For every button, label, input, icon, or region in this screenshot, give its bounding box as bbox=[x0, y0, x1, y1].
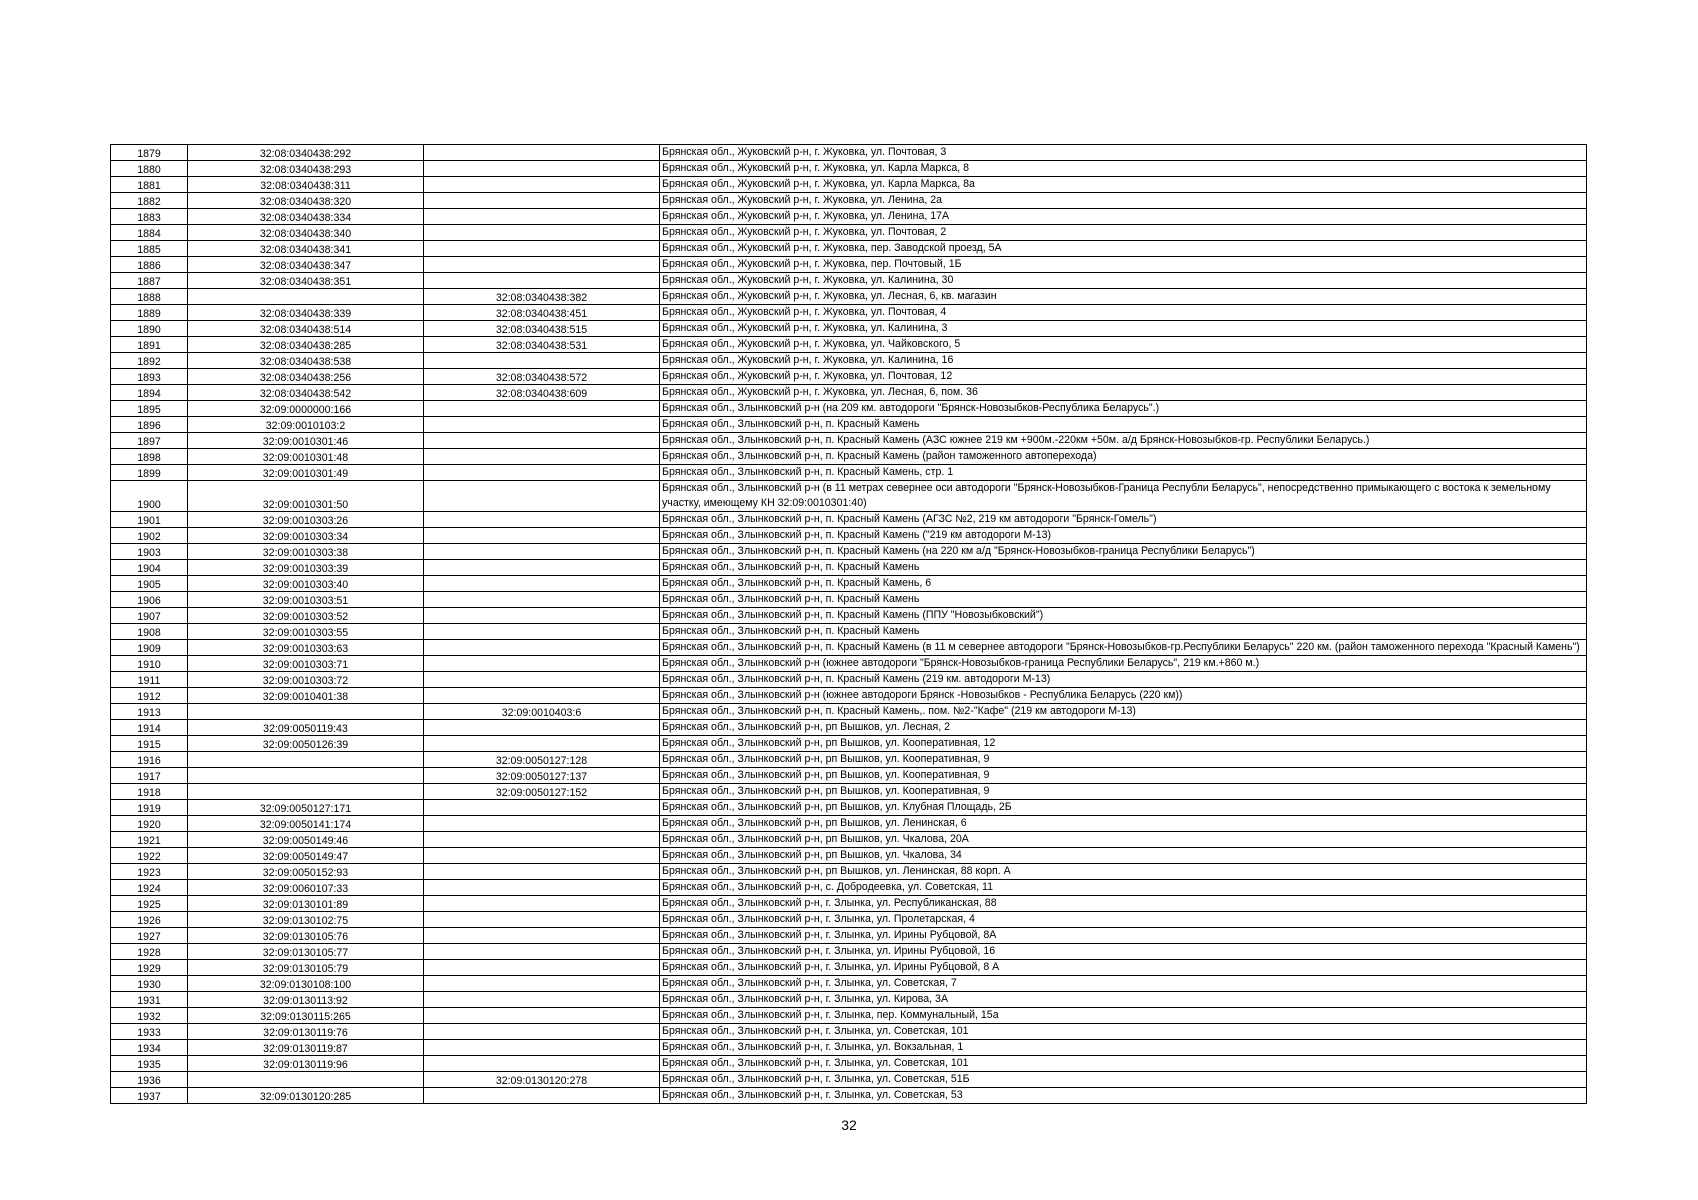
table-row bbox=[111, 928, 1587, 944]
table-body bbox=[111, 145, 1587, 1104]
land-cadastral-number-cell: 32:08:0340438:542 bbox=[188, 385, 424, 401]
address-cell: Брянская обл., Злынковский р-н, п. Красный Камень bbox=[660, 624, 1587, 640]
address-cell: Брянская обл., Злынковский р-н, п. Красный Камень bbox=[660, 592, 1587, 608]
address-cell: Брянская обл., Злынковский р-н, рп Вышков, ул. Ленинская, 6 bbox=[660, 816, 1587, 832]
table-row bbox=[111, 209, 1587, 225]
address-cell: Брянская обл., Злынковский р-н, рп Вышков, ул. Кооперативная, 9 bbox=[660, 784, 1587, 800]
building-cadastral-number-cell bbox=[424, 417, 660, 433]
building-cadastral-number-cell bbox=[424, 944, 660, 960]
table-row bbox=[111, 976, 1587, 992]
address-cell: Брянская обл., Жуковский р-н, г. Жуковка, ул. Лесная, 6, пом. 36 bbox=[660, 385, 1587, 401]
row-number-cell: 1907 bbox=[111, 608, 188, 624]
address-cell: Брянская обл., Злынковский р-н, п. Красный Камень bbox=[660, 560, 1587, 576]
building-cadastral-number-cell bbox=[424, 1056, 660, 1072]
table-row bbox=[111, 449, 1587, 465]
address-cell: Брянская обл., Злынковский р-н, п. Красный Камень (219 км. автодороги М-13) bbox=[660, 672, 1587, 688]
building-cadastral-number-cell: 32:09:0050127:152 bbox=[424, 784, 660, 800]
table-row bbox=[111, 720, 1587, 736]
building-cadastral-number-cell bbox=[424, 640, 660, 656]
table-row bbox=[111, 193, 1587, 209]
row-number-cell: 1919 bbox=[111, 800, 188, 816]
building-cadastral-number-cell bbox=[424, 976, 660, 992]
table-row bbox=[111, 672, 1587, 688]
table-row bbox=[111, 784, 1587, 800]
table-row bbox=[111, 369, 1587, 385]
row-number-cell: 1884 bbox=[111, 225, 188, 241]
address-cell: Брянская обл., Злынковский р-н, п. Красный Камень (в 11 м севернее автодороги "Брянск-Новозыбков-гр.Республики Беларусь" 220 км. (район таможенного перехода "Красный Камень") bbox=[660, 640, 1587, 656]
row-number-cell: 1882 bbox=[111, 193, 188, 209]
row-number-cell: 1890 bbox=[111, 321, 188, 337]
row-number-cell: 1901 bbox=[111, 512, 188, 528]
table-row bbox=[111, 1056, 1587, 1072]
building-cadastral-number-cell bbox=[424, 528, 660, 544]
table-row bbox=[111, 145, 1587, 161]
building-cadastral-number-cell bbox=[424, 896, 660, 912]
address-cell: Брянская обл., Злынковский р-н, п. Красный Камень, стр. 1 bbox=[660, 465, 1587, 481]
land-cadastral-number-cell: 32:09:0010303:63 bbox=[188, 640, 424, 656]
table-row bbox=[111, 321, 1587, 337]
row-number-cell: 1897 bbox=[111, 433, 188, 449]
land-cadastral-number-cell: 32:09:0050141:174 bbox=[188, 816, 424, 832]
land-cadastral-number-cell: 32:08:0340438:292 bbox=[188, 145, 424, 161]
building-cadastral-number-cell bbox=[424, 1024, 660, 1040]
row-number-cell: 1893 bbox=[111, 369, 188, 385]
address-cell: Брянская обл., Злынковский р-н, г. Злынка, пер. Коммунальный, 15а bbox=[660, 1008, 1587, 1024]
table-row bbox=[111, 1008, 1587, 1024]
address-cell: Брянская обл., Злынковский р-н, рп Вышков, ул. Кооперативная, 12 bbox=[660, 736, 1587, 752]
land-cadastral-number-cell: 32:09:0130119:87 bbox=[188, 1040, 424, 1056]
table-row bbox=[111, 273, 1587, 289]
building-cadastral-number-cell bbox=[424, 960, 660, 976]
table-row bbox=[111, 864, 1587, 880]
building-cadastral-number-cell: 32:09:0050127:137 bbox=[424, 768, 660, 784]
land-cadastral-number-cell: 32:09:0010301:48 bbox=[188, 449, 424, 465]
address-cell: Брянская обл., Злынковский р-н, п. Красный Камень (ППУ "Новозыбковский") bbox=[660, 608, 1587, 624]
building-cadastral-number-cell bbox=[424, 161, 660, 177]
land-cadastral-number-cell: 32:09:0050149:46 bbox=[188, 832, 424, 848]
address-cell: Брянская обл., Злынковский р-н, г. Злынка, ул. Кирова, 3А bbox=[660, 992, 1587, 1008]
table-row bbox=[111, 800, 1587, 816]
land-cadastral-number-cell: 32:09:0130120:285 bbox=[188, 1088, 424, 1104]
address-cell: Брянская обл., Злынковский р-н, г. Злынка, ул. Вокзальная, 1 bbox=[660, 1040, 1587, 1056]
row-number-cell: 1894 bbox=[111, 385, 188, 401]
address-cell: Брянская обл., Злынковский р-н, п. Красный Камень (на 220 км а/д "Брянск-Новозыбков-граница Республики Беларусь") bbox=[660, 544, 1587, 560]
land-cadastral-number-cell bbox=[188, 1072, 424, 1088]
building-cadastral-number-cell bbox=[424, 1040, 660, 1056]
land-cadastral-number-cell bbox=[188, 768, 424, 784]
land-cadastral-number-cell: 32:09:0130119:76 bbox=[188, 1024, 424, 1040]
row-number-cell: 1903 bbox=[111, 544, 188, 560]
address-cell: Брянская обл., Жуковский р-н, г. Жуковка, ул. Чайковского, 5 bbox=[660, 337, 1587, 353]
land-cadastral-number-cell bbox=[188, 784, 424, 800]
building-cadastral-number-cell bbox=[424, 672, 660, 688]
building-cadastral-number-cell bbox=[424, 864, 660, 880]
row-number-cell: 1926 bbox=[111, 912, 188, 928]
building-cadastral-number-cell bbox=[424, 433, 660, 449]
building-cadastral-number-cell bbox=[424, 145, 660, 161]
building-cadastral-number-cell bbox=[424, 544, 660, 560]
building-cadastral-number-cell bbox=[424, 624, 660, 640]
address-cell: Брянская обл., Злынковский р-н, г. Злынка, ул. Республиканская, 88 bbox=[660, 896, 1587, 912]
building-cadastral-number-cell bbox=[424, 481, 660, 512]
row-number-cell: 1932 bbox=[111, 1008, 188, 1024]
address-cell: Брянская обл., Жуковский р-н, г. Жуковка, пер. Почтовый, 1Б bbox=[660, 257, 1587, 273]
table-row bbox=[111, 1072, 1587, 1088]
land-cadastral-number-cell: 32:09:0130113:92 bbox=[188, 992, 424, 1008]
land-cadastral-number-cell: 32:08:0340438:351 bbox=[188, 273, 424, 289]
row-number-cell: 1916 bbox=[111, 752, 188, 768]
address-cell: Брянская обл., Жуковский р-н, г. Жуковка, ул. Почтовая, 2 bbox=[660, 225, 1587, 241]
building-cadastral-number-cell bbox=[424, 560, 660, 576]
table-row bbox=[111, 337, 1587, 353]
land-cadastral-number-cell: 32:09:0050119:43 bbox=[188, 720, 424, 736]
table-row bbox=[111, 624, 1587, 640]
address-cell: Брянская обл., Злынковский р-н (в 11 метрах севернее оси автодороги "Брянск-Новозыбков-Граница Республи Беларусь", непосредственно примыкающего с востока к земельному участку, имеющему КН 32:09:0010301:40) bbox=[660, 481, 1587, 512]
table-row bbox=[111, 736, 1587, 752]
building-cadastral-number-cell bbox=[424, 1008, 660, 1024]
address-cell: Брянская обл., Жуковский р-н, г. Жуковка, ул. Почтовая, 3 bbox=[660, 145, 1587, 161]
land-cadastral-number-cell: 32:09:0010303:39 bbox=[188, 560, 424, 576]
table-row bbox=[111, 417, 1587, 433]
land-cadastral-number-cell: 32:09:0010303:72 bbox=[188, 672, 424, 688]
address-cell: Брянская обл., Злынковский р-н, с. Добродеевка, ул. Советская, 11 bbox=[660, 880, 1587, 896]
row-number-cell: 1889 bbox=[111, 305, 188, 321]
land-cadastral-number-cell: 32:09:0010401:38 bbox=[188, 688, 424, 704]
row-number-cell: 1921 bbox=[111, 832, 188, 848]
building-cadastral-number-cell bbox=[424, 880, 660, 896]
building-cadastral-number-cell: 32:08:0340438:515 bbox=[424, 321, 660, 337]
address-cell: Брянская обл., Жуковский р-н, г. Жуковка, ул. Ленина, 2а bbox=[660, 193, 1587, 209]
page-number: 32 bbox=[841, 1117, 857, 1133]
address-cell: Брянская обл., Жуковский р-н, г. Жуковка, ул. Почтовая, 12 bbox=[660, 369, 1587, 385]
land-cadastral-number-cell: 32:09:0010303:55 bbox=[188, 624, 424, 640]
table-row bbox=[111, 241, 1587, 257]
land-cadastral-number-cell: 32:09:0050127:171 bbox=[188, 800, 424, 816]
building-cadastral-number-cell bbox=[424, 465, 660, 481]
address-cell: Брянская обл., Злынковский р-н, п. Красный Камень (АГЗС №2, 219 км автодороги "Брянск-Гомель") bbox=[660, 512, 1587, 528]
row-number-cell: 1887 bbox=[111, 273, 188, 289]
building-cadastral-number-cell bbox=[424, 992, 660, 1008]
land-cadastral-number-cell: 32:09:0130105:76 bbox=[188, 928, 424, 944]
land-cadastral-number-cell bbox=[188, 289, 424, 305]
table-row bbox=[111, 289, 1587, 305]
row-number-cell: 1933 bbox=[111, 1024, 188, 1040]
address-cell: Брянская обл., Злынковский р-н (южнее автодороги Брянск -Новозыбков - Республика Беларусь (220 км)) bbox=[660, 688, 1587, 704]
row-number-cell: 1911 bbox=[111, 672, 188, 688]
table-row bbox=[111, 848, 1587, 864]
land-cadastral-number-cell: 32:09:0010301:50 bbox=[188, 481, 424, 512]
table-row bbox=[111, 688, 1587, 704]
table-row bbox=[111, 161, 1587, 177]
table-row bbox=[111, 880, 1587, 896]
address-cell: Брянская обл., Злынковский р-н, п. Красный Камень (АЗС южнее 219 км +900м.-220км +50м. а/д Брянск-Новозыбков-гр. Республики Беларусь.) bbox=[660, 433, 1587, 449]
building-cadastral-number-cell: 32:09:0130120:278 bbox=[424, 1072, 660, 1088]
table-row bbox=[111, 704, 1587, 720]
building-cadastral-number-cell bbox=[424, 449, 660, 465]
building-cadastral-number-cell bbox=[424, 353, 660, 369]
land-cadastral-number-cell: 32:09:0060107:33 bbox=[188, 880, 424, 896]
row-number-cell: 1899 bbox=[111, 465, 188, 481]
land-cadastral-number-cell: 32:09:0130119:96 bbox=[188, 1056, 424, 1072]
table-row bbox=[111, 305, 1587, 321]
table-row bbox=[111, 592, 1587, 608]
address-cell: Брянская обл., Жуковский р-н, г. Жуковка, ул. Карла Маркса, 8 bbox=[660, 161, 1587, 177]
address-cell: Брянская обл., Злынковский р-н, г. Злынка, ул. Пролетарская, 4 bbox=[660, 912, 1587, 928]
building-cadastral-number-cell: 32:08:0340438:609 bbox=[424, 385, 660, 401]
table-row bbox=[111, 752, 1587, 768]
land-cadastral-number-cell: 32:08:0340438:340 bbox=[188, 225, 424, 241]
land-cadastral-number-cell: 32:09:0010301:49 bbox=[188, 465, 424, 481]
table-row bbox=[111, 832, 1587, 848]
building-cadastral-number-cell bbox=[424, 928, 660, 944]
table-row bbox=[111, 257, 1587, 273]
address-cell: Брянская обл., Жуковский р-н, г. Жуковка, ул. Калинина, 16 bbox=[660, 353, 1587, 369]
land-cadastral-number-cell: 32:09:0130108:100 bbox=[188, 976, 424, 992]
address-cell: Брянская обл., Злынковский р-н, г. Злынка, ул. Советская, 101 bbox=[660, 1024, 1587, 1040]
address-cell: Брянская обл., Жуковский р-н, г. Жуковка, ул. Калинина, 30 bbox=[660, 273, 1587, 289]
address-cell: Брянская обл., Злынковский р-н, рп Вышков, ул. Кооперативная, 9 bbox=[660, 768, 1587, 784]
row-number-cell: 1918 bbox=[111, 784, 188, 800]
land-cadastral-number-cell: 32:09:0130105:79 bbox=[188, 960, 424, 976]
row-number-cell: 1880 bbox=[111, 161, 188, 177]
row-number-cell: 1898 bbox=[111, 449, 188, 465]
address-cell: Брянская обл., Злынковский р-н, г. Злынка, ул. Ирины Рубцовой, 8А bbox=[660, 928, 1587, 944]
land-cadastral-number-cell: 32:09:0130102:75 bbox=[188, 912, 424, 928]
land-cadastral-number-cell: 32:09:0050149:47 bbox=[188, 848, 424, 864]
table-row bbox=[111, 1088, 1587, 1104]
row-number-cell: 1896 bbox=[111, 417, 188, 433]
building-cadastral-number-cell bbox=[424, 177, 660, 193]
row-number-cell: 1900 bbox=[111, 481, 188, 512]
building-cadastral-number-cell bbox=[424, 816, 660, 832]
table-row bbox=[111, 225, 1587, 241]
land-cadastral-number-cell: 32:09:0010103:2 bbox=[188, 417, 424, 433]
address-cell: Брянская обл., Злынковский р-н, рп Вышков, ул. Лесная, 2 bbox=[660, 720, 1587, 736]
row-number-cell: 1886 bbox=[111, 257, 188, 273]
address-cell: Брянская обл., Злынковский р-н, г. Злынка, ул. Советская, 7 bbox=[660, 976, 1587, 992]
building-cadastral-number-cell bbox=[424, 576, 660, 592]
address-cell: Брянская обл., Злынковский р-н, п. Красный Камень (район таможенного автоперехода) bbox=[660, 449, 1587, 465]
building-cadastral-number-cell bbox=[424, 736, 660, 752]
row-number-cell: 1895 bbox=[111, 401, 188, 417]
land-cadastral-number-cell: 32:09:0000000:166 bbox=[188, 401, 424, 417]
land-cadastral-number-cell: 32:09:0010303:34 bbox=[188, 528, 424, 544]
table-row bbox=[111, 177, 1587, 193]
row-number-cell: 1906 bbox=[111, 592, 188, 608]
row-number-cell: 1923 bbox=[111, 864, 188, 880]
row-number-cell: 1928 bbox=[111, 944, 188, 960]
building-cadastral-number-cell bbox=[424, 209, 660, 225]
table-row bbox=[111, 512, 1587, 528]
land-cadastral-number-cell: 32:09:0010301:46 bbox=[188, 433, 424, 449]
building-cadastral-number-cell: 32:08:0340438:382 bbox=[424, 289, 660, 305]
land-cadastral-number-cell: 32:08:0340438:339 bbox=[188, 305, 424, 321]
building-cadastral-number-cell bbox=[424, 241, 660, 257]
land-cadastral-number-cell: 32:09:0010303:26 bbox=[188, 512, 424, 528]
land-cadastral-number-cell: 32:09:0050152:93 bbox=[188, 864, 424, 880]
address-cell: Брянская обл., Злынковский р-н (южнее автодороги "Брянск-Новозыбков-граница Республики Беларусь", 219 км.+860 м.) bbox=[660, 656, 1587, 672]
building-cadastral-number-cell bbox=[424, 848, 660, 864]
address-cell: Брянская обл., Злынковский р-н, г. Злынка, ул. Ирины Рубцовой, 8 А bbox=[660, 960, 1587, 976]
building-cadastral-number-cell bbox=[424, 1088, 660, 1104]
land-cadastral-number-cell: 32:08:0340438:293 bbox=[188, 161, 424, 177]
building-cadastral-number-cell: 32:08:0340438:451 bbox=[424, 305, 660, 321]
land-cadastral-number-cell: 32:09:0010303:71 bbox=[188, 656, 424, 672]
building-cadastral-number-cell bbox=[424, 512, 660, 528]
row-number-cell: 1902 bbox=[111, 528, 188, 544]
building-cadastral-number-cell bbox=[424, 401, 660, 417]
land-cadastral-number-cell: 32:09:0050126:39 bbox=[188, 736, 424, 752]
row-number-cell: 1920 bbox=[111, 816, 188, 832]
address-cell: Брянская обл., Злынковский р-н, г. Злынка, ул. Советская, 53 bbox=[660, 1088, 1587, 1104]
building-cadastral-number-cell: 32:08:0340438:531 bbox=[424, 337, 660, 353]
table-row bbox=[111, 992, 1587, 1008]
land-cadastral-number-cell: 32:09:0010303:52 bbox=[188, 608, 424, 624]
land-cadastral-number-cell: 32:09:0010303:38 bbox=[188, 544, 424, 560]
row-number-cell: 1936 bbox=[111, 1072, 188, 1088]
building-cadastral-number-cell: 32:08:0340438:572 bbox=[424, 369, 660, 385]
table-row bbox=[111, 1024, 1587, 1040]
land-cadastral-number-cell: 32:08:0340438:285 bbox=[188, 337, 424, 353]
row-number-cell: 1922 bbox=[111, 848, 188, 864]
land-cadastral-number-cell: 32:09:0130105:77 bbox=[188, 944, 424, 960]
table-row bbox=[111, 401, 1587, 417]
building-cadastral-number-cell bbox=[424, 193, 660, 209]
land-cadastral-number-cell: 32:09:0010303:40 bbox=[188, 576, 424, 592]
table-row bbox=[111, 912, 1587, 928]
table-row bbox=[111, 1040, 1587, 1056]
table-row bbox=[111, 481, 1587, 512]
table-row bbox=[111, 560, 1587, 576]
row-number-cell: 1934 bbox=[111, 1040, 188, 1056]
row-number-cell: 1891 bbox=[111, 337, 188, 353]
row-number-cell: 1892 bbox=[111, 353, 188, 369]
address-cell: Брянская обл., Злынковский р-н, г. Злынка, ул. Советская, 101 bbox=[660, 1056, 1587, 1072]
table-row bbox=[111, 896, 1587, 912]
table-row bbox=[111, 608, 1587, 624]
table-row bbox=[111, 768, 1587, 784]
address-cell: Брянская обл., Злынковский р-н, рп Вышков, ул. Кооперативная, 9 bbox=[660, 752, 1587, 768]
building-cadastral-number-cell bbox=[424, 832, 660, 848]
building-cadastral-number-cell bbox=[424, 912, 660, 928]
building-cadastral-number-cell bbox=[424, 608, 660, 624]
row-number-cell: 1912 bbox=[111, 688, 188, 704]
row-number-cell: 1914 bbox=[111, 720, 188, 736]
cadastral-register-table bbox=[110, 144, 1587, 1104]
building-cadastral-number-cell bbox=[424, 257, 660, 273]
building-cadastral-number-cell bbox=[424, 656, 660, 672]
address-cell: Брянская обл., Жуковский р-н, г. Жуковка, ул. Лесная, 6, кв. магазин bbox=[660, 289, 1587, 305]
land-cadastral-number-cell: 32:08:0340438:341 bbox=[188, 241, 424, 257]
address-cell: Брянская обл., Злынковский р-н, рп Вышков, ул. Чкалова, 20А bbox=[660, 832, 1587, 848]
table-row bbox=[111, 944, 1587, 960]
building-cadastral-number-cell bbox=[424, 800, 660, 816]
row-number-cell: 1885 bbox=[111, 241, 188, 257]
table-row bbox=[111, 656, 1587, 672]
land-cadastral-number-cell: 32:09:0130101:89 bbox=[188, 896, 424, 912]
row-number-cell: 1908 bbox=[111, 624, 188, 640]
land-cadastral-number-cell: 32:08:0340438:538 bbox=[188, 353, 424, 369]
row-number-cell: 1913 bbox=[111, 704, 188, 720]
address-cell: Брянская обл., Жуковский р-н, г. Жуковка, ул. Карла Маркса, 8а bbox=[660, 177, 1587, 193]
address-cell: Брянская обл., Злынковский р-н, п. Красный Камень,. пом. №2-"Кафе" (219 км автодороги М-13) bbox=[660, 704, 1587, 720]
table-row bbox=[111, 640, 1587, 656]
address-cell: Брянская обл., Жуковский р-н, г. Жуковка, ул. Почтовая, 4 bbox=[660, 305, 1587, 321]
row-number-cell: 1917 bbox=[111, 768, 188, 784]
address-cell: Брянская обл., Злынковский р-н (на 209 км. автодороги "Брянск-Новозыбков-Республика Беларусь".) bbox=[660, 401, 1587, 417]
row-number-cell: 1879 bbox=[111, 145, 188, 161]
land-cadastral-number-cell: 32:08:0340438:334 bbox=[188, 209, 424, 225]
table-row bbox=[111, 433, 1587, 449]
row-number-cell: 1909 bbox=[111, 640, 188, 656]
land-cadastral-number-cell: 32:09:0010303:51 bbox=[188, 592, 424, 608]
table-row bbox=[111, 960, 1587, 976]
table-row bbox=[111, 528, 1587, 544]
building-cadastral-number-cell bbox=[424, 688, 660, 704]
row-number-cell: 1888 bbox=[111, 289, 188, 305]
row-number-cell: 1927 bbox=[111, 928, 188, 944]
row-number-cell: 1935 bbox=[111, 1056, 188, 1072]
land-cadastral-number-cell: 32:08:0340438:347 bbox=[188, 257, 424, 273]
building-cadastral-number-cell bbox=[424, 592, 660, 608]
row-number-cell: 1937 bbox=[111, 1088, 188, 1104]
address-cell: Брянская обл., Жуковский р-н, г. Жуковка, ул. Ленина, 17А bbox=[660, 209, 1587, 225]
row-number-cell: 1929 bbox=[111, 960, 188, 976]
land-cadastral-number-cell bbox=[188, 704, 424, 720]
row-number-cell: 1931 bbox=[111, 992, 188, 1008]
table-row bbox=[111, 353, 1587, 369]
address-cell: Брянская обл., Злынковский р-н, п. Красный Камень, 6 bbox=[660, 576, 1587, 592]
row-number-cell: 1905 bbox=[111, 576, 188, 592]
address-cell: Брянская обл., Злынковский р-н, г. Злынка, ул. Ирины Рубцовой, 16 bbox=[660, 944, 1587, 960]
row-number-cell: 1881 bbox=[111, 177, 188, 193]
address-cell: Брянская обл., Злынковский р-н, рп Вышков, ул. Ленинская, 88 корп. А bbox=[660, 864, 1587, 880]
building-cadastral-number-cell bbox=[424, 273, 660, 289]
row-number-cell: 1883 bbox=[111, 209, 188, 225]
building-cadastral-number-cell bbox=[424, 225, 660, 241]
land-cadastral-number-cell: 32:08:0340438:311 bbox=[188, 177, 424, 193]
row-number-cell: 1930 bbox=[111, 976, 188, 992]
address-cell: Брянская обл., Злынковский р-н, п. Красный Камень ("219 км автодороги М-13) bbox=[660, 528, 1587, 544]
building-cadastral-number-cell bbox=[424, 720, 660, 736]
building-cadastral-number-cell: 32:09:0010403:6 bbox=[424, 704, 660, 720]
land-cadastral-number-cell: 32:08:0340438:256 bbox=[188, 369, 424, 385]
building-cadastral-number-cell: 32:09:0050127:128 bbox=[424, 752, 660, 768]
address-cell: Брянская обл., Жуковский р-н, г. Жуковка, пер. Заводской проезд, 5А bbox=[660, 241, 1587, 257]
row-number-cell: 1924 bbox=[111, 880, 188, 896]
row-number-cell: 1910 bbox=[111, 656, 188, 672]
land-cadastral-number-cell bbox=[188, 752, 424, 768]
address-cell: Брянская обл., Злынковский р-н, п. Красный Камень bbox=[660, 417, 1587, 433]
address-cell: Брянская обл., Жуковский р-н, г. Жуковка, ул. Калинина, 3 bbox=[660, 321, 1587, 337]
table-row bbox=[111, 465, 1587, 481]
land-cadastral-number-cell: 32:09:0130115:265 bbox=[188, 1008, 424, 1024]
table-row bbox=[111, 544, 1587, 560]
table-row bbox=[111, 816, 1587, 832]
row-number-cell: 1925 bbox=[111, 896, 188, 912]
address-cell: Брянская обл., Злынковский р-н, г. Злынка, ул. Советская, 51Б bbox=[660, 1072, 1587, 1088]
row-number-cell: 1915 bbox=[111, 736, 188, 752]
land-cadastral-number-cell: 32:08:0340438:514 bbox=[188, 321, 424, 337]
address-cell: Брянская обл., Злынковский р-н, рп Вышков, ул. Клубная Площадь, 2Б bbox=[660, 800, 1587, 816]
table-row bbox=[111, 576, 1587, 592]
row-number-cell: 1904 bbox=[111, 560, 188, 576]
address-cell: Брянская обл., Злынковский р-н, рп Вышков, ул. Чкалова, 34 bbox=[660, 848, 1587, 864]
table-row bbox=[111, 385, 1587, 401]
land-cadastral-number-cell: 32:08:0340438:320 bbox=[188, 193, 424, 209]
